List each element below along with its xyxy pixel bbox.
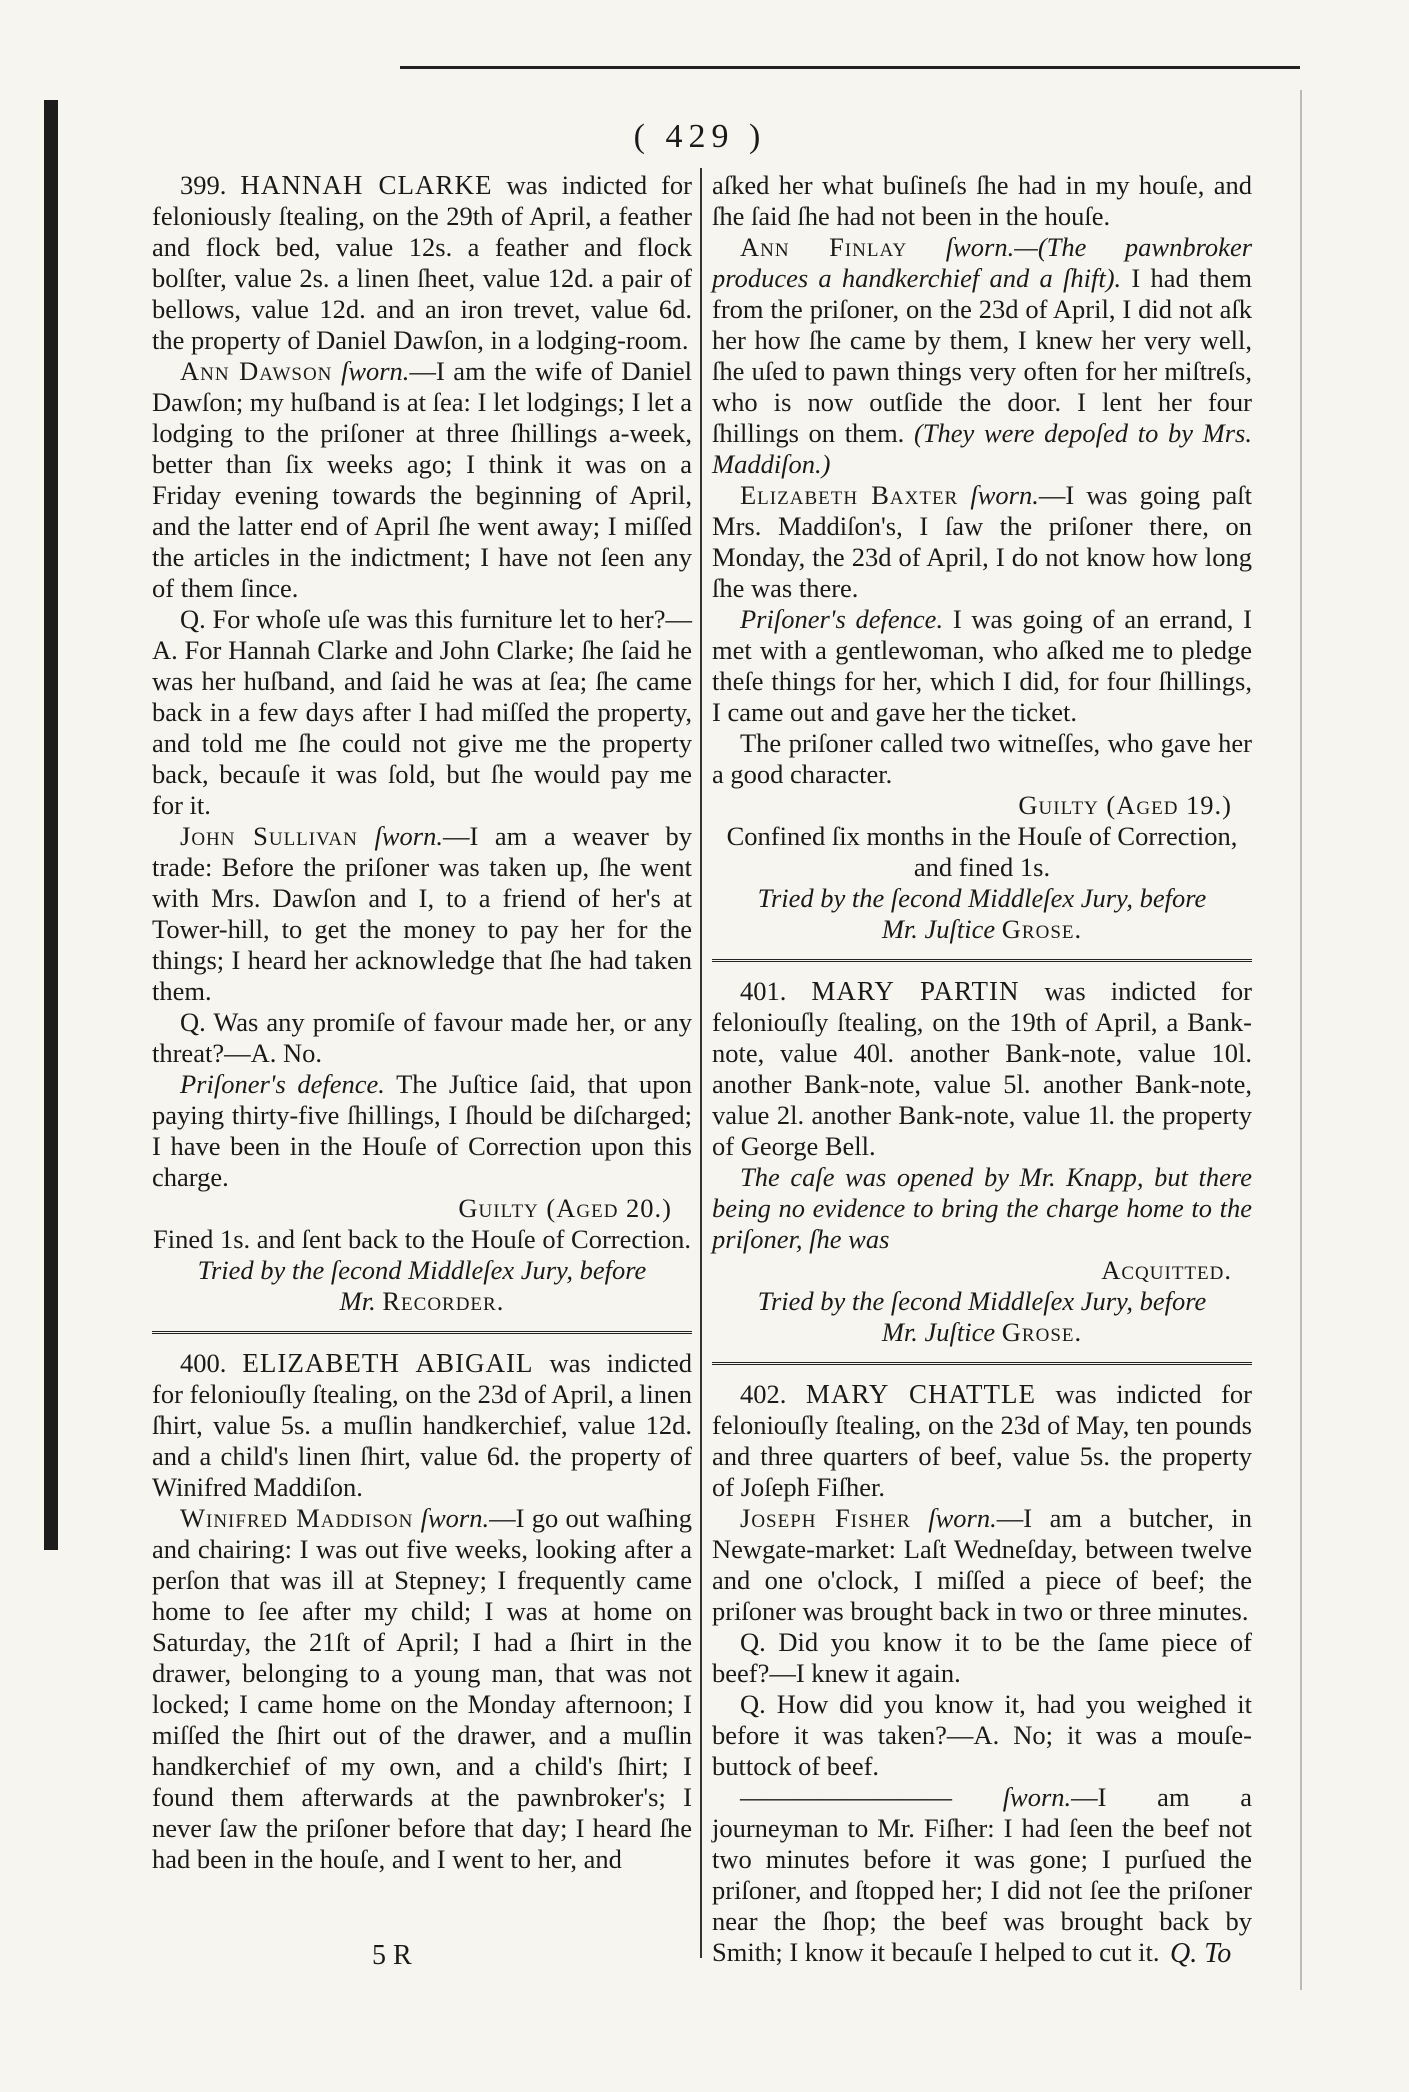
verdict: Acquitted. bbox=[1101, 1255, 1232, 1285]
case-399-heading: 399. HANNAH CLARKE was indicted for feloniously ſtealing, on the 29th of April, a feather and flock bed, value 12s. a feather and flock bolſter, value 2s. a linen ſheet, value 12d. a pair of bellows, value 12d. and an iron trevet, value 6d. the property of Daniel Dawſon, in a lodging-room. bbox=[152, 170, 692, 355]
column-divider bbox=[700, 168, 702, 1958]
case-400-heading: 400. ELIZABETH ABIGAIL was indicted for feloniouſly ſtealing, on the 23d of April, a linen ſhirt, value 5s. a muſlin handkerchief, value 12d. and a child's linen ſhirt, value 6d. the property of Winifred Maddiſon. bbox=[152, 1348, 693, 1502]
sentence: Fined 1s. and ſent back to the Houſe of Correction. bbox=[153, 1224, 691, 1254]
testimony-ann-finlay: Ann Finlay ſworn.—(The pawnbroker produces a handkerchief and a ſhift). I had them from the priſoner, on the 23d of April, I did not aſk her how ſhe came by them, I knew her very well, ſhe uſed to pawn things very often for her miſtreſs, who is now outſide the door. I lent her four ſhillings on them. (They were depoſed to by Mrs. Maddiſon.) bbox=[712, 232, 1253, 479]
question-2: Q. How did you know it, had you weighed it before it was taken?—A. No; it was a mouſe-buttock of beef. bbox=[712, 1689, 1252, 1781]
witnesses-note: The priſoner called two witneſſes, who gave her a good character. bbox=[712, 728, 1252, 789]
top-rule bbox=[400, 66, 1300, 69]
testimony-ann-dawson: Ann Dawson ſworn.—I am the wife of Daniel Dawſon; my huſband is at ſea: I let lodgings; I let a lodging to the priſoner at three ſhillings a-week, better than ſix weeks ago; I think it was on a Friday evening towards the beginning of April, and the latter end of April ſhe went away; I miſſed the articles in the indictment; I have not ſeen any of them ſince. bbox=[152, 356, 693, 603]
continued-text: aſked her what buſineſs ſhe had in my houſe, and ſhe ſaid ſhe had not been in the houſe. bbox=[712, 170, 1252, 231]
question-1: Q. Did you know it to be the ſame piece of beef?—I knew it again. bbox=[712, 1627, 1252, 1688]
testimony-elizabeth-baxter: Elizabeth Baxter ſworn.—I was going paſt Mrs. Maddiſon's, I ſaw the priſoner there, on Monday, the 23d of April, I do not know how long ſhe was there. bbox=[712, 480, 1252, 603]
sentence-line1: Confined ſix months in the Houſe of Correction, bbox=[726, 821, 1238, 851]
signature-mark: 5 R bbox=[372, 1940, 412, 1971]
tried-by-line1: Tried by the ſecond Middleſex Jury, before bbox=[757, 1286, 1207, 1316]
testimony-joseph-fisher: Joseph Fisher ſworn.—I am a butcher, in Newgate-market: Laſt Wedneſday, between twelve and one o'clock, I miſſed a piece of beef; the priſoner was brought back in two or three minutes. bbox=[712, 1503, 1252, 1626]
testimony-john-sullivan: John Sullivan ſworn.—I am a weaver by trade: Before the priſoner was taken up, ſhe went with Mrs. Dawſon and I, to a friend of her's at Tower-hill, to get the money to pay her for the things; I heard her acknowledge that ſhe had taken them. bbox=[152, 821, 692, 1006]
defendant-name: ELIZABETH ABIGAIL bbox=[242, 1348, 534, 1378]
tried-by-line1: Tried by the ſecond Middleſex Jury, before bbox=[197, 1255, 647, 1285]
case-402-heading: 402. MARY CHATTLE was indicted for feloniouſly ſtealing, on the 23d of May, ten pounds and three quarters of beef, value 5s. the property of Joſeph Fiſher. bbox=[712, 1379, 1252, 1502]
tried-by-line2: Mr. Juſtice Grose. bbox=[881, 914, 1083, 944]
page-number: ( 429 ) bbox=[633, 118, 767, 155]
defendant-name: MARY PARTIN bbox=[811, 976, 1020, 1006]
tried-by-line2: Mr. Juſtice Grose. bbox=[881, 1317, 1083, 1347]
defendant-name: MARY CHATTLE bbox=[805, 1379, 1037, 1409]
sentence-line2: and fined 1s. bbox=[913, 852, 1051, 882]
right-column bbox=[712, 170, 1252, 1968]
prisoner-defence: Priſoner's defence. I was going of an errand, I met with a gentlewoman, who aſked me to pledge theſe things for her, which I did, for four ſhillings, I came out and gave her the ticket. bbox=[712, 604, 1252, 727]
question-2: Q. Was any promiſe of favour made her, or any threat?—A. No. bbox=[152, 1007, 692, 1068]
tried-by-line2: Mr. Recorder. bbox=[339, 1286, 505, 1316]
case-note: The caſe was opened by Mr. Knapp, but there being no evidence to bring the charge home to the priſoner, ſhe was bbox=[712, 1162, 1252, 1254]
verdict: Guilty (Aged 20.) bbox=[458, 1193, 672, 1223]
prisoner-defence: Priſoner's defence. The Juſtice ſaid, that upon paying thirty-five ſhillings, I ſhould be diſcharged; I have been in the Houſe of Correction upon this charge. bbox=[152, 1069, 692, 1192]
case-separator bbox=[712, 959, 1252, 962]
defendant-name: HANNAH CLARKE bbox=[240, 170, 493, 200]
tried-by-line1: Tried by the ſecond Middleſex Jury, before bbox=[757, 883, 1207, 913]
page-edge bbox=[1300, 90, 1302, 1990]
question-1: Q. For whoſe uſe was this furniture let to her?—A. For Hannah Clarke and John Clarke; ſhe ſaid he was her huſband, and ſaid he was at ſea; ſhe came back in a few days after I had miſſed the property, and told me ſhe could not give me the property back, becauſe it was ſold, but ſhe would pay me for it. bbox=[152, 604, 692, 820]
testimony-journeyman: ———————— ſworn.—I am a journeyman to Mr. Fiſher: I had ſeen the beef not two minutes before it was gone; I purſued the priſoner, and ſtopped her; I did not ſee the priſoner near the ſhop; the beef was brought back by Smith; I know it becauſe I helped to cut it. bbox=[712, 1782, 1252, 1967]
catchword: Q. To bbox=[1170, 1938, 1232, 1969]
verdict: Guilty (Aged 19.) bbox=[1018, 790, 1232, 820]
binding-shadow bbox=[44, 100, 58, 1550]
left-column bbox=[152, 170, 692, 1875]
testimony-winifred-maddison: Winifred Maddison ſworn.—I go out waſhing and chairing: I was out five weeks, looking after a perſon that was ill at Stepney; I frequently came home to ſee after my child; I was at home on Saturday, the 21ſt of April; I had a ſhirt in the drawer, belonging to a young man, that was not locked; I came home on the Monday afternoon; I miſſed the ſhirt out of the drawer, and a muſlin handkerchief of my own, and a child's ſhirt; I found them afterwards at the pawnbroker's; I never ſaw the priſoner before that day; I heard ſhe had been in the houſe, and I went to her, and bbox=[152, 1503, 693, 1874]
case-401-heading: 401. MARY PARTIN was indicted for feloniouſly ſtealing, on the 19th of April, a Bank-note, value 40l. another Bank-note, value 10l. another Bank-note, value 5l. another Bank-note, value 2l. another Bank-note, value 1l. the property of George Bell. bbox=[712, 976, 1252, 1161]
case-separator bbox=[712, 1362, 1252, 1365]
case-separator bbox=[152, 1331, 692, 1334]
